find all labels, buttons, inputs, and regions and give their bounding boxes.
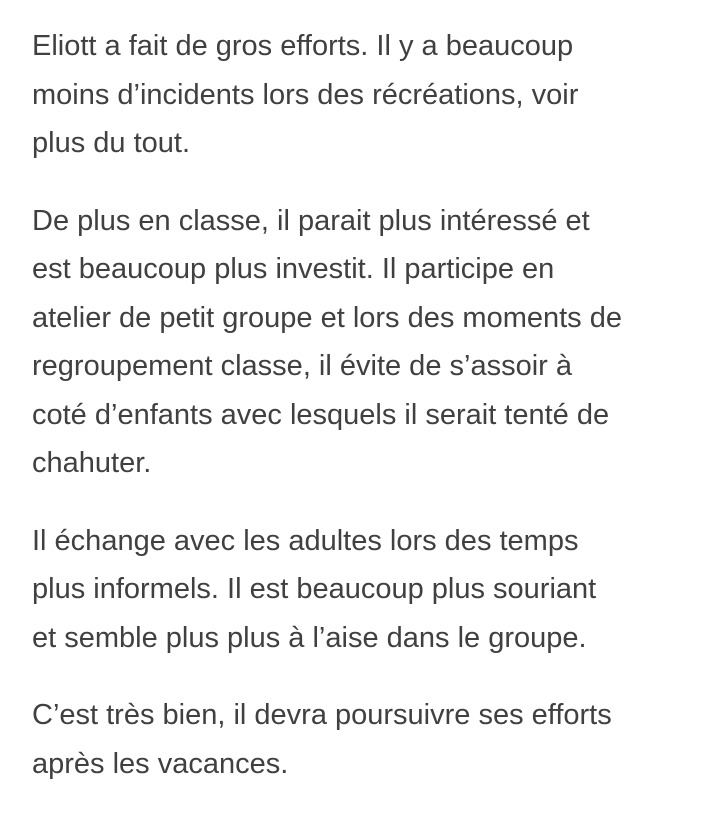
text-line: plus du tout. bbox=[32, 127, 190, 159]
text-line: moins d’incidents lors des récréations, voir bbox=[32, 78, 579, 111]
paragraph-3 bbox=[32, 517, 702, 663]
text-line: est beaucoup plus investit. Il participe en bbox=[32, 253, 555, 285]
text-line: regroupement classe, il évite de s’assoir à bbox=[32, 350, 572, 382]
text-line: plus informels. Il est beaucoup plus souriant bbox=[32, 573, 597, 605]
paragraph-1 bbox=[32, 22, 702, 168]
message-body bbox=[32, 22, 702, 817]
text-line: chahuter. bbox=[32, 447, 152, 479]
text-line: et semble plus plus à l’aise dans le groupe. bbox=[32, 621, 587, 654]
text-line: C’est très bien, il devra poursuivre ses efforts bbox=[32, 699, 612, 731]
text-line: De plus en classe, il parait plus intéressé et bbox=[32, 204, 590, 237]
paragraph-2 bbox=[32, 197, 702, 488]
text-line: après les vacances. bbox=[32, 747, 289, 780]
paragraph-4 bbox=[32, 691, 702, 788]
text-line: Eliott a fait de gros efforts. Il y a beaucoup bbox=[32, 30, 574, 62]
text-line: Il échange avec les adultes lors des temps bbox=[32, 524, 579, 557]
text-line: coté d’enfants avec lesquels il serait tenté de bbox=[32, 398, 610, 431]
text-line: atelier de petit groupe et lors des moments de bbox=[32, 301, 622, 334]
